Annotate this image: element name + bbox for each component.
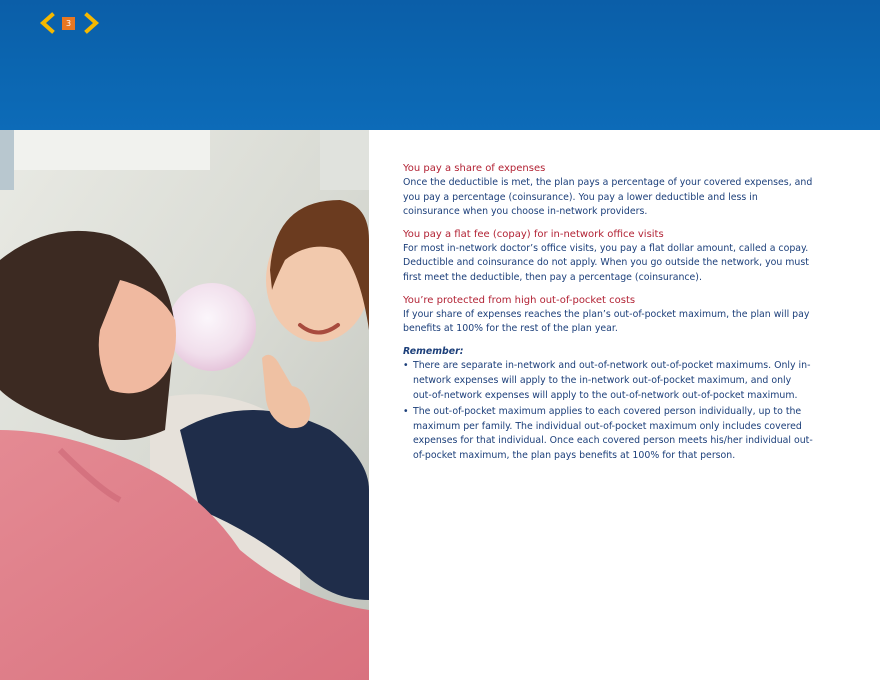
- chevron-left-icon[interactable]: [38, 12, 56, 34]
- section-heading: You pay a flat fee (copay) for in-network office visits: [403, 228, 664, 240]
- remember-label: Remember:: [403, 345, 464, 357]
- main-content: [403, 162, 813, 466]
- section-share-of-expenses: [403, 162, 813, 220]
- section-heading: You pay a share of expenses: [403, 163, 546, 174]
- section-body: Once the deductible is met, the plan pays a percentage of your covered expenses, and you pay a percentage (coinsurance). You pay a lower deductible and less in coinsurance when you choose in-network providers.: [403, 177, 813, 218]
- section-body: For most in-network doctor’s office visits, you pay a flat dollar amount, called a copay. Deductible and coinsurance do not apply. When you go outside the network, you must first meet the deductible, then pay a percentage (coinsurance).: [403, 242, 809, 283]
- list-item: • There are separate in-network and out-of-network out-of-pocket maximums. Only in-network expenses will apply to the in-network out-of-pocket maximum, and only out-of-network expenses will apply to the out-of-network out-of-pocket maximum.: [403, 359, 813, 403]
- page-navigation: [38, 12, 101, 34]
- list-item: • The out-of-pocket maximum applies to each covered person individually, up to the maximum per family. The individual out-of-pocket maximum only includes covered expenses for that individual. Once each covered person meets his/her individual out-of-pocket maximum, the plan pays benefits at 100% for that person.: [403, 405, 813, 463]
- section-body: If your share of expenses reaches the plan’s out-of-pocket maximum, the plan will pay benefits at 100% for the rest of the plan year.: [403, 308, 810, 335]
- mother-child-bubble-photo: [0, 130, 369, 680]
- page-number-badge: 3: [62, 17, 75, 30]
- section-out-of-pocket-protection: [403, 294, 813, 337]
- top-banner: [0, 0, 880, 130]
- remember-list: [403, 359, 813, 463]
- chevron-right-icon[interactable]: [83, 12, 101, 34]
- section-heading: You’re protected from high out-of-pocket costs: [403, 294, 636, 306]
- section-copay: [403, 228, 813, 286]
